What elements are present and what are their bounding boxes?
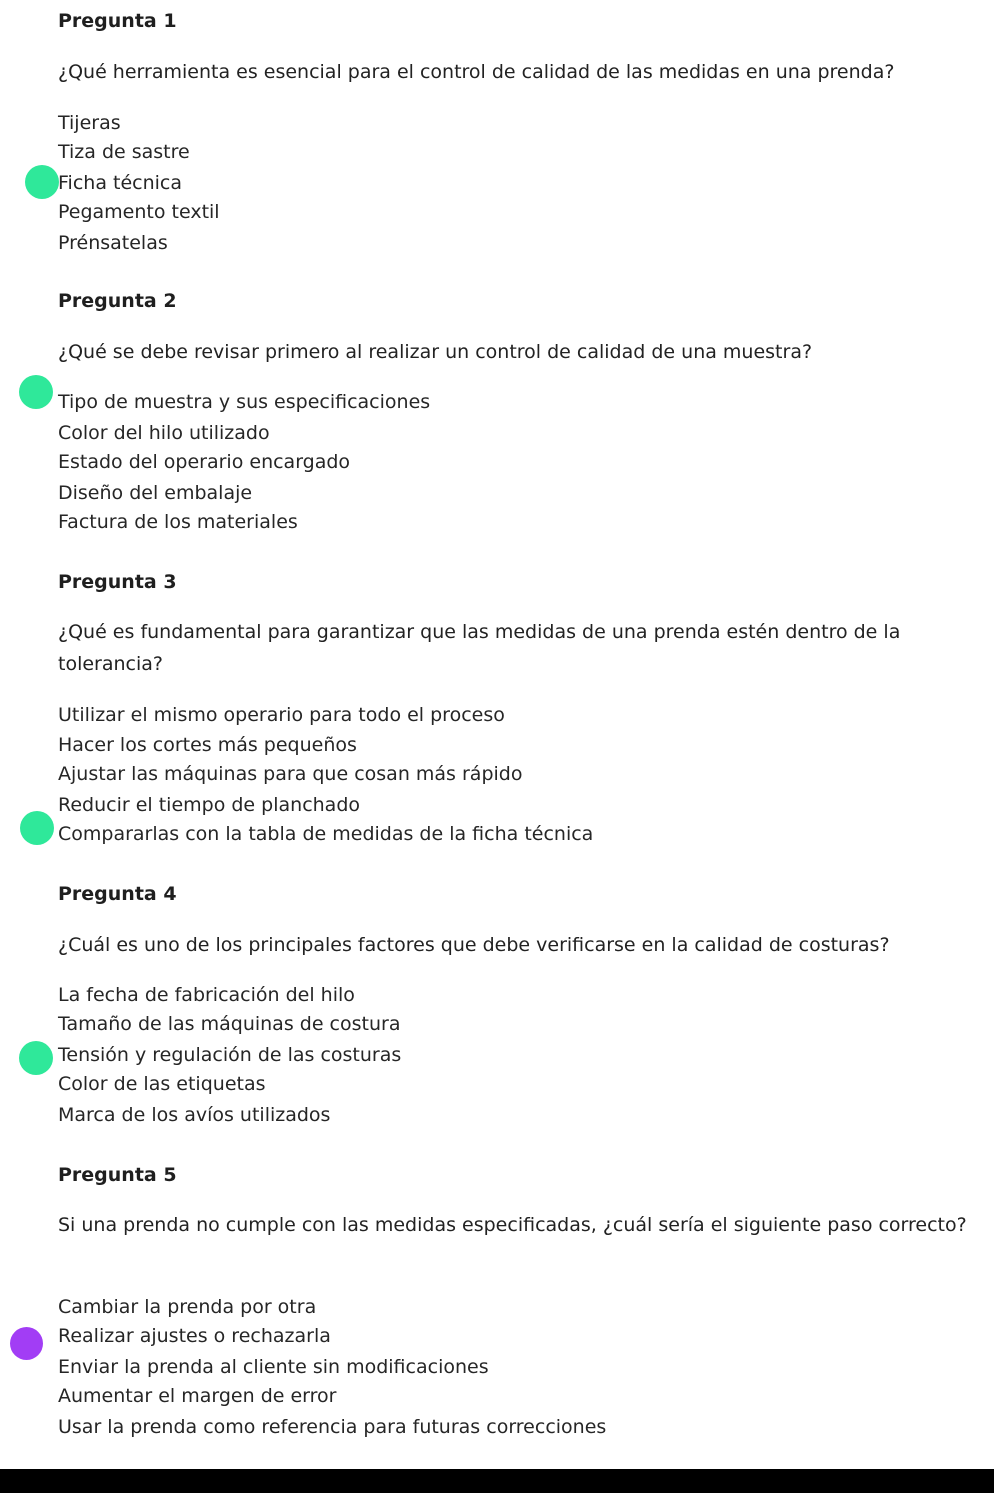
option-3[interactable]: Ajustar las máquinas para que cosan más rápido	[58, 763, 523, 785]
answer-marker-icon	[10, 1327, 43, 1360]
answer-marker-icon	[19, 375, 53, 409]
question-text: ¿Qué herramienta es esencial para el control de calidad de las medidas en una prenda?	[58, 61, 895, 83]
option-5[interactable]: Marca de los avíos utilizados	[58, 1104, 331, 1126]
question-title: Pregunta 4	[58, 883, 177, 905]
option-4[interactable]: Color de las etiquetas	[58, 1073, 266, 1095]
option-2[interactable]: Tiza de sastre	[58, 141, 190, 163]
option-2[interactable]: Tamaño de las máquinas de costura	[58, 1013, 401, 1035]
option-5[interactable]: Usar la prenda como referencia para futuras correcciones	[58, 1416, 607, 1438]
option-4[interactable]: Reducir el tiempo de planchado	[58, 794, 361, 816]
question-text: ¿Qué es fundamental para garantizar que las medidas de una prenda estén dentro de la tolerancia?	[58, 621, 901, 675]
option-4[interactable]: Diseño del embalaje	[58, 482, 253, 504]
option-1[interactable]: La fecha de fabricación del hilo	[58, 984, 355, 1006]
answer-marker-icon	[20, 811, 54, 845]
option-2[interactable]: Realizar ajustes o rechazarla	[58, 1325, 331, 1347]
question-text: ¿Cuál es uno de los principales factores que debe verificarse en la calidad de costuras?	[58, 934, 890, 956]
question-title: Pregunta 3	[58, 571, 177, 593]
question-text: Si una prenda no cumple con las medidas especificadas, ¿cuál sería el siguiente paso correcto?	[58, 1214, 967, 1236]
question-text: ¿Qué se debe revisar primero al realizar un control de calidad de una muestra?	[58, 341, 813, 363]
option-1[interactable]: Cambiar la prenda por otra	[58, 1296, 317, 1318]
option-4[interactable]: Pegamento textil	[58, 201, 220, 223]
option-5[interactable]: Prénsatelas	[58, 232, 168, 254]
option-1[interactable]: Tipo de muestra y sus especificaciones	[58, 391, 431, 413]
option-3[interactable]: Enviar la prenda al cliente sin modificaciones	[58, 1356, 489, 1378]
question-title: Pregunta 5	[58, 1164, 177, 1186]
bottom-bar	[0, 1469, 994, 1493]
option-1[interactable]: Tijeras	[58, 112, 121, 134]
option-1[interactable]: Utilizar el mismo operario para todo el proceso	[58, 704, 505, 726]
answer-marker-icon	[25, 165, 59, 199]
question-title: Pregunta 1	[58, 10, 177, 32]
answer-marker-icon	[19, 1041, 53, 1075]
option-3[interactable]: Estado del operario encargado	[58, 451, 351, 473]
option-4[interactable]: Aumentar el margen de error	[58, 1385, 337, 1407]
question-title: Pregunta 2	[58, 290, 177, 312]
option-3[interactable]: Ficha técnica	[58, 172, 182, 194]
option-2[interactable]: Color del hilo utilizado	[58, 422, 270, 444]
option-3[interactable]: Tensión y regulación de las costuras	[58, 1044, 402, 1066]
option-2[interactable]: Hacer los cortes más pequeños	[58, 734, 357, 756]
option-5[interactable]: Compararlas con la tabla de medidas de la ficha técnica	[58, 823, 594, 845]
option-5[interactable]: Factura de los materiales	[58, 511, 298, 533]
